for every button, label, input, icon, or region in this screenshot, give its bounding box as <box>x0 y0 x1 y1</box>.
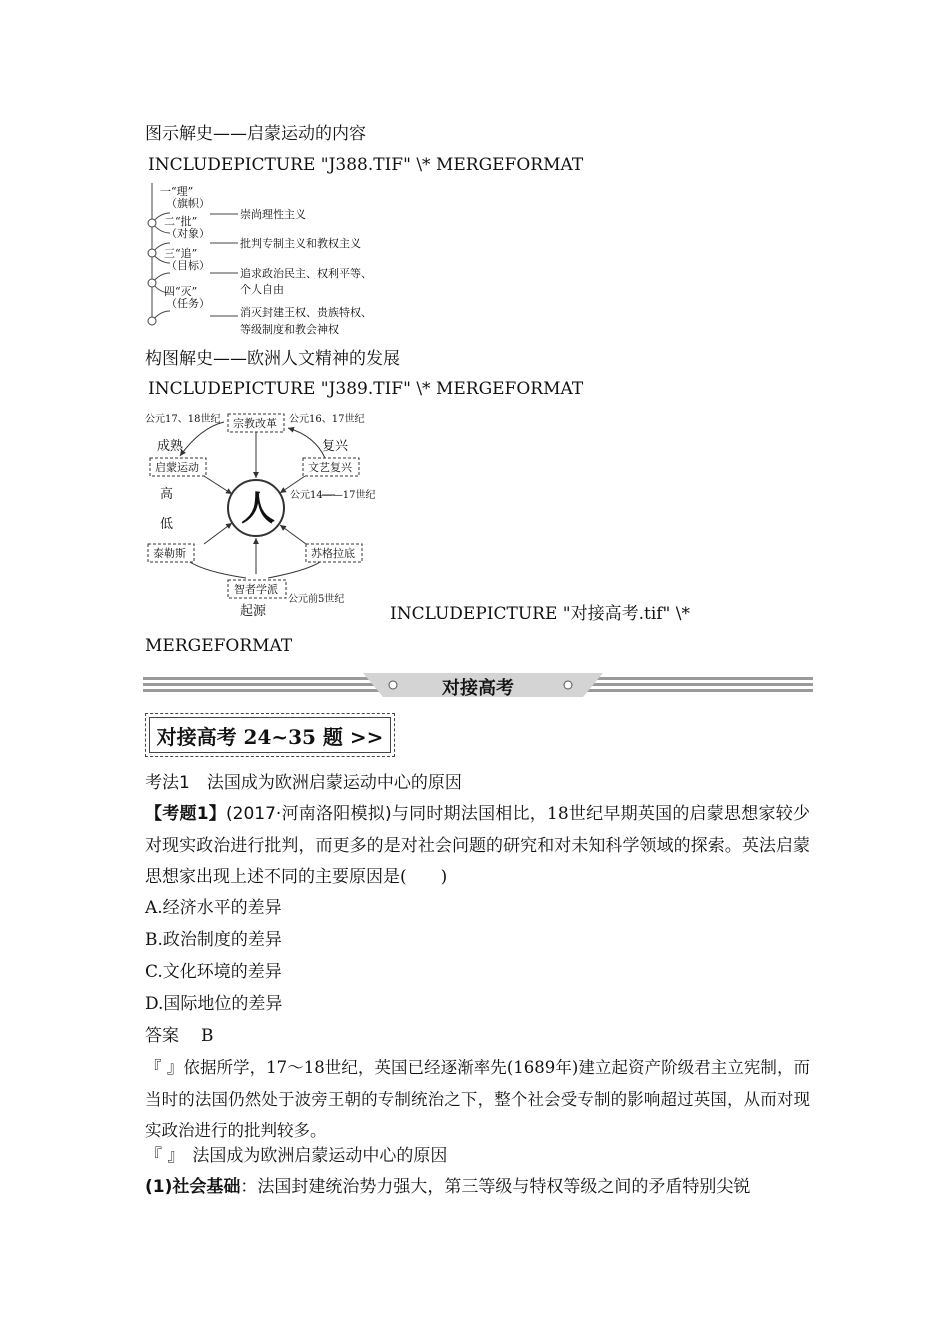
gaokao-tag-label: 对接高考 24~35 题 >> <box>149 717 391 753</box>
item-sub: （对象） <box>166 227 210 240</box>
item-sub: （旗帜） <box>166 197 210 210</box>
option-c: C.文化环境的差异 <box>145 962 282 982</box>
answer-line <box>145 1026 214 1046</box>
section2-title: 构图解史——欧洲人文精神的发展 <box>145 349 400 369</box>
label-high: 高 <box>160 487 174 502</box>
item-label: 二“批” <box>164 215 198 228</box>
answer-label: 答案 <box>145 1026 179 1046</box>
item-label: 三“追” <box>164 247 198 260</box>
banner-label: 对接高考 <box>442 678 514 699</box>
node-enlightenment: 启蒙运动 <box>155 461 199 474</box>
method-title: 考法1 法国成为欧洲启蒙运动中心的原因 <box>145 773 462 793</box>
node-socrates: 苏格拉底 <box>311 547 355 560</box>
item-desc: 追求政治民主、权利平等、 <box>240 267 372 280</box>
include-field-j388: INCLUDEPICTURE "J388.TIF" \* MERGEFORMAT <box>148 155 584 175</box>
item-sub: （目标） <box>166 259 210 272</box>
label-17-18c: 公元17、18世纪 <box>145 414 221 425</box>
summary-title: 法国成为欧洲启蒙运动中心的原因 <box>192 1146 448 1166</box>
summary-mark: 『 』 <box>145 1146 185 1166</box>
summary-item1-text: ：法国封建统治势力强大，第三等级与特权等级之间的矛盾特别尖锐 <box>240 1177 751 1197</box>
option-a: A.经济水平的差异 <box>145 898 282 918</box>
question-bracket: 【考题1】 <box>145 804 227 824</box>
label-14-17c: 公元14——17世纪 <box>290 490 376 501</box>
node-thales: 泰勒斯 <box>153 547 186 560</box>
summary-title-line <box>145 1146 447 1166</box>
question-stem <box>145 799 810 894</box>
question-source: (2017·河南洛阳模拟) <box>226 804 392 824</box>
option-b: B.政治制度的差异 <box>145 930 282 950</box>
item-label: 一“理” <box>160 185 194 198</box>
include-field-gaokao-cont: MERGEFORMAT <box>145 636 293 656</box>
item-desc: 批判专制主义和教权主义 <box>240 237 361 250</box>
summary-item-1 <box>145 1177 750 1197</box>
node-reformation: 宗教改革 <box>233 417 277 430</box>
option-d: D.国际地位的差异 <box>145 994 283 1014</box>
include-field-gaokao: INCLUDEPICTURE "对接高考.tif" \* <box>390 604 690 624</box>
item-label: 四“灭” <box>164 285 198 298</box>
label-16-17c: 公元16、17世纪 <box>289 414 365 425</box>
item-desc: 等级制度和教会神权 <box>240 323 339 336</box>
analysis <box>145 1052 810 1147</box>
include-field-j389: INCLUDEPICTURE "J389.TIF" \* MERGEFORMAT <box>148 379 584 399</box>
humanism-development-diagram <box>140 408 390 618</box>
center-human-char: 人 <box>241 489 275 529</box>
label-low: 低 <box>160 517 174 532</box>
item-desc: 个人自由 <box>240 283 284 296</box>
label-origin: 起源 <box>240 604 267 618</box>
label-bc5: 公元前5世纪 <box>288 594 345 605</box>
item-desc: 消灭封建王权、贵族特权、 <box>240 306 372 319</box>
gaokao-tag <box>145 713 395 757</box>
label-mature: 成熟 <box>157 439 184 454</box>
enlightenment-content-diagram <box>140 183 410 343</box>
label-revival: 复兴 <box>322 439 349 454</box>
item-desc: 崇尚理性主义 <box>240 208 306 221</box>
analysis-mark: 『 』 <box>145 1058 184 1077</box>
item-sub: （任务） <box>166 297 210 310</box>
analysis-text: 依据所学，17～18世纪，英国已经逐渐率先(1689年)建立起资产阶级君主立宪制，而当时的法国仍然处于波旁王朝的专制统治之下，整个社会受专制的影响超过英国，从而对现实政治进行的批判较多。 <box>145 1058 811 1140</box>
node-renaissance: 文艺复兴 <box>308 461 352 474</box>
summary-item1-label: (1)社会基础 <box>145 1177 241 1197</box>
question-text: 与同时期法国相比，18世纪早期英国的启蒙思想家较少对现实政治进行批判，而更多的是对社会问题的研究和对未知科学领域的探索。英法启蒙思想家出现上述不同的主要原因是( ) <box>145 804 810 887</box>
section-banner <box>143 671 813 699</box>
answer-value: B <box>201 1026 214 1046</box>
section1-title: 图示解史——启蒙运动的内容 <box>145 124 366 144</box>
node-sophists: 智者学派 <box>234 583 278 596</box>
